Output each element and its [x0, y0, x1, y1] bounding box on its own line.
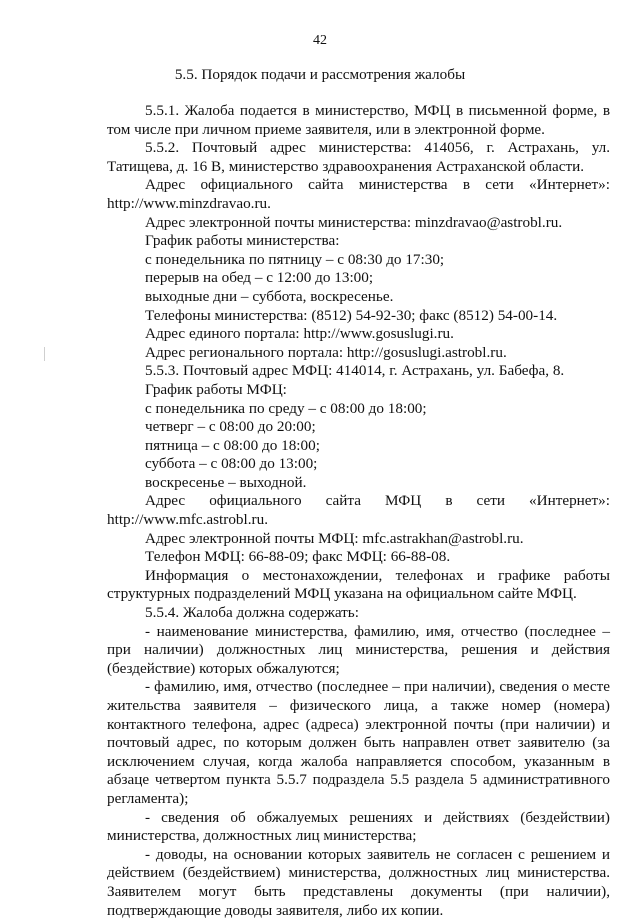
paragraph: выходные дни – суббота, воскресенье.: [145, 287, 394, 305]
paragraph: Адрес единого портала: http://www.gosuslugi.ru.: [145, 325, 454, 343]
paragraph: График работы МФЦ:: [145, 380, 287, 398]
paragraph: воскресенье – выходной.: [145, 473, 307, 491]
paragraph: Адрес электронной почты министерства: minzdravao@astrobl.ru.: [145, 213, 563, 231]
section-title: 5.5. Порядок подачи и рассмотрения жалобы: [174, 66, 466, 83]
paragraph: перерыв на обед – с 12:00 до 13:00;: [145, 269, 374, 287]
paragraph: Адрес регионального портала: http://gosuslugi.astrobl.ru.: [145, 343, 507, 361]
paragraph: - наименование министерства, фамилию, имя, отчество (последнее – при наличии) должностных лиц министерства, решения и действия (бездействие) которых обжалуются;: [107, 622, 610, 677]
paragraph: 5.5.2. Почтовый адрес министерства: 414056, г. Астрахань, ул. Татищева, д. 16 В, министерство здравоохранения Астраханской области.: [107, 139, 610, 175]
paragraph: с понедельника по пятницу – с 08:30 до 17:30;: [145, 250, 445, 268]
paragraph: Адрес официального сайта министерства в сети «Интернет»: http://www.minzdravao.ru.: [107, 176, 610, 212]
paragraph: Телефон МФЦ: 66-88-09; факс МФЦ: 66-88-08.: [145, 548, 451, 566]
paragraph: Информация о местонахождении, телефонах и графике работы структурных подразделений МФЦ указана на официальном сайте МФЦ.: [107, 566, 610, 603]
paragraph: - сведения об обжалуемых решениях и действиях (бездействии) министерства, должностных лиц министерства;: [107, 808, 610, 845]
paragraph: Адрес электронной почты МФЦ: mfc.astrakhan@astrobl.ru.: [145, 529, 524, 547]
paragraph: - фамилию, имя, отчество (последнее – при наличии), сведения о месте жительства заявителя – физического лица, а также номер (номера) контактного телефона, адрес (адреса) электронной почты (при наличии) и почтовый адрес, по которым должен быть направлен ответ заявителю (за исключением случая, когда жалоба направляется способом, указанным в абзаце четвертом пункта 5.5.7 подраздела 5.5 раздела 5 административного регламента);: [107, 678, 610, 807]
paragraph: 5.5.3. Почтовый адрес МФЦ: 414014, г. Астрахань, ул. Бабефа, 8.: [145, 362, 565, 380]
document-body: [107, 102, 610, 920]
margin-mark: [44, 347, 45, 361]
paragraph: суббота – с 08:00 до 13:00;: [145, 455, 318, 473]
paragraph: пятница – с 08:00 до 18:00;: [145, 436, 320, 454]
paragraph: с понедельника по среду – с 08:00 до 18:00;: [145, 399, 427, 417]
paragraph: Телефоны министерства: (8512) 54-92-30; факс (8512) 54-00-14.: [145, 306, 558, 324]
paragraph: 5.5.4. Жалоба должна содержать:: [145, 604, 359, 622]
paragraph: Адрес официального сайта МФЦ в сети «Интернет»: http://www.mfc.astrobl.ru.: [107, 492, 610, 529]
paragraph: - доводы, на основании которых заявитель не согласен с решением и действием (бездействием) министерства, должностных лиц министерства. Заявителем могут быть представлены документы (при наличии), подтверждающие доводы заявителя, либо их копии.: [107, 845, 610, 919]
paragraph: четверг – с 08:00 до 20:00;: [145, 418, 316, 436]
page-number: 42: [313, 33, 327, 48]
paragraph: 5.5.1. Жалоба подается в министерство, МФЦ в письменной форме, в том числе при личном приеме заявителя, или в электронной форме.: [107, 102, 610, 138]
paragraph: График работы министерства:: [145, 232, 340, 250]
